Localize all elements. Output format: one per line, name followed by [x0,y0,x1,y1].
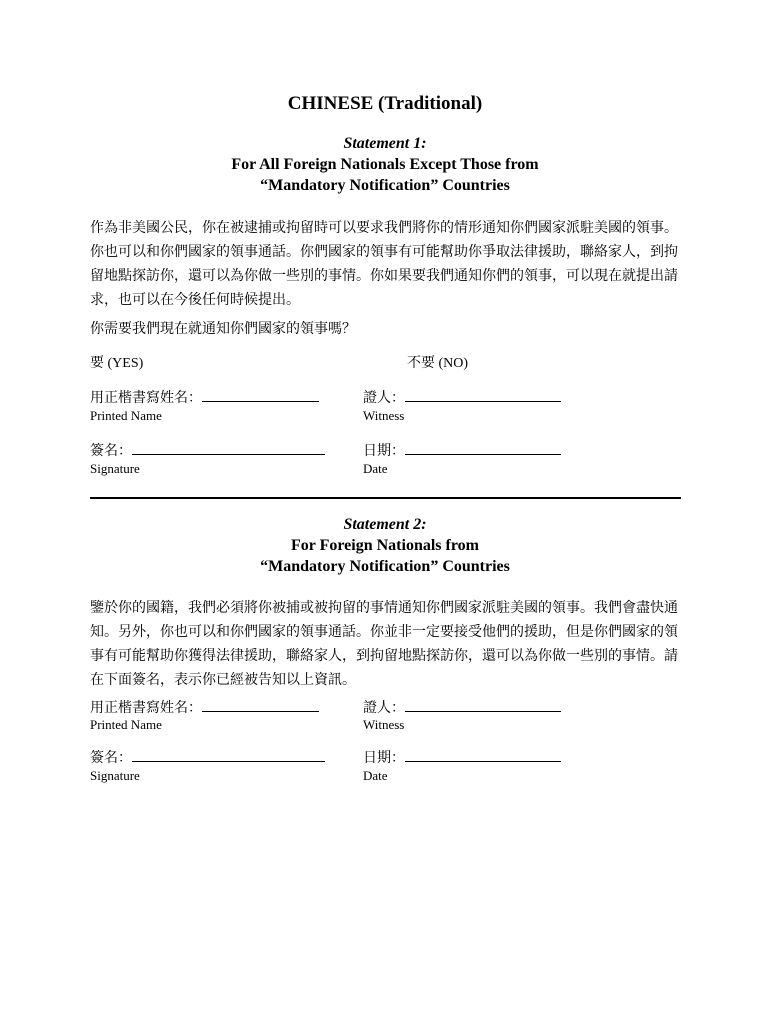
printed-name-line[interactable] [202,387,319,402]
date-caption: Date [363,768,388,783]
signature-caption: Signature [90,768,140,783]
signature-label: 簽名： [90,751,132,766]
date-line[interactable] [405,440,561,455]
statement1-label: Statement 1: [343,135,427,152]
paragraph-line: 你也可以和你們國家的領事通話。你們國家的領事有可能幫助你爭取法律援助，聯絡家人，到拘 [90,245,678,260]
statement2-heading-line1: For Foreign Nationals from [291,537,479,554]
yes-option[interactable]: 要 (YES) [90,356,144,371]
signature-caption: Signature [90,461,140,476]
paragraph-line: 事有可能幫助你獲得法律援助，聯絡家人，到拘留地點探訪你，還可以為你做一些別的事情。請 [90,649,678,664]
witness-line[interactable] [405,697,561,712]
statement1-witness-field[interactable] [363,387,561,407]
printed-name-caption: Printed Name [90,717,162,732]
signature-line[interactable] [132,747,325,762]
printed-name-label: 用正楷書寫姓名： [90,701,202,716]
date-line[interactable] [405,747,561,762]
statement1-signature-field[interactable] [90,440,325,460]
signature-label: 簽名： [90,444,132,459]
statement1-date-field[interactable] [363,440,561,460]
statement2-label: Statement 2: [343,516,427,533]
date-label: 日期： [363,444,405,459]
paragraph-line: 作為非美國公民，你在被逮捕或拘留時可以要求我們將你的情形通知你們國家派駐美國的領事。 [90,221,678,236]
witness-caption: Witness [363,408,405,423]
paragraph-line: 鑒於你的國籍，我們必須將你被捕或被拘留的事情通知你們國家派駐美國的領事。我們會盡快通 [90,601,678,616]
statement2-heading [0,514,770,577]
date-caption: Date [363,461,388,476]
paragraph-line: 求，也可以在今後任何時候提出。 [90,293,300,308]
signature-line[interactable] [132,440,325,455]
printed-name-label: 用正楷書寫姓名： [90,391,202,406]
statement1-heading [0,133,770,196]
statement2-heading-line2: “Mandatory Notification” Countries [260,558,510,575]
statement2-paragraph [90,597,678,693]
witness-label: 證人： [363,701,405,716]
printed-name-line[interactable] [202,697,319,712]
printed-name-caption: Printed Name [90,408,162,423]
statement1-printed-name-field[interactable] [90,387,319,407]
statement1-heading-line1: For All Foreign Nationals Except Those from [231,156,539,173]
paragraph-line: 知。另外，你也可以和你們國家的領事通話。你並非一定要接受他們的援助，但是你們國家的領 [90,625,678,640]
statement2-date-field[interactable] [363,747,561,767]
date-label: 日期： [363,751,405,766]
document-title: CHINESE (Traditional) [287,93,483,114]
witness-caption: Witness [363,717,405,732]
section-divider [90,497,681,499]
statement2-printed-name-field[interactable] [90,697,319,717]
witness-label: 證人： [363,391,405,406]
notify-question: 你需要我們現在就通知你們國家的領事嗎？ [90,322,356,337]
paragraph-line: 留地點探訪你，還可以為你做一些別的事情。你如果要我們通知你們的領事，可以現在就提出請 [90,269,678,284]
witness-line[interactable] [405,387,561,402]
no-option[interactable]: 不要 (NO) [407,356,469,371]
statement2-signature-field[interactable] [90,747,325,767]
statement2-witness-field[interactable] [363,697,561,717]
paragraph-line: 在下面簽名，表示你已經被告知以上資訊。 [90,673,356,688]
statement1-paragraph [90,217,678,313]
statement1-heading-line2: “Mandatory Notification” Countries [260,177,510,194]
